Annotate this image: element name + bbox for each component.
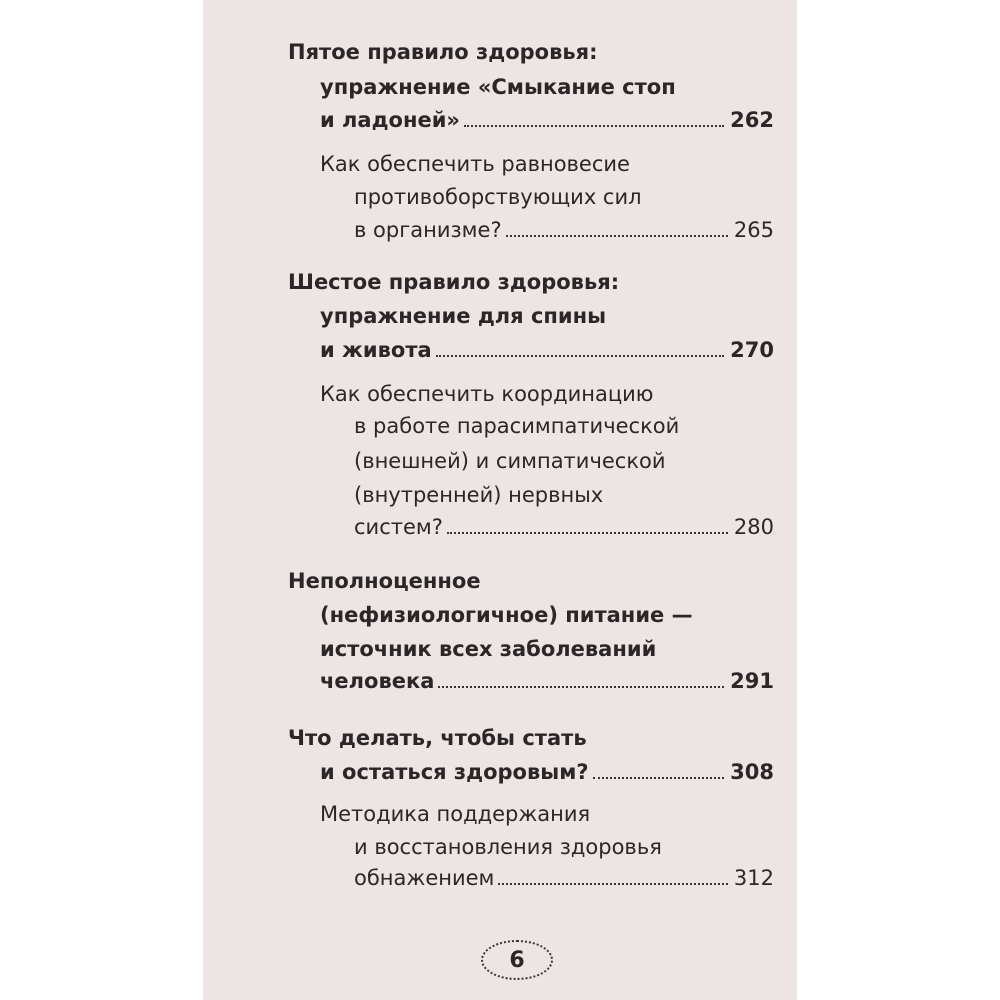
toc-subentry-title: (внутренней) нервных [354, 483, 604, 507]
page-number-badge [481, 940, 553, 980]
toc-subentry-title: в работе парасимпатической [354, 414, 680, 438]
toc-subentry-last-line [354, 864, 774, 892]
page-number: 6 [509, 947, 525, 973]
leader-dots [436, 355, 724, 357]
toc-subentry-title: и восстановления здоровья [354, 835, 662, 859]
toc-entry-title: Неполноценное [288, 569, 481, 593]
toc-subentry-title: Как обеспечить равновесие [320, 152, 630, 176]
toc-subentry-last-line [354, 216, 774, 244]
leader-dots [593, 777, 725, 779]
toc-page-number: 262 [730, 108, 774, 132]
toc-subentry-title: обнажением [354, 866, 495, 890]
toc-page-number: 270 [730, 338, 774, 362]
toc-entry-title: и ладоней» [320, 108, 460, 132]
toc-entry-title: человека [320, 669, 435, 693]
toc-entry-title: источник всех заболеваний [320, 637, 657, 661]
toc-subentry-title: Методика поддержания [320, 802, 591, 826]
toc-entry-title: упражнение для спины [320, 304, 607, 328]
toc-subentry-title: Как обеспечить координацию [320, 382, 654, 406]
toc-subentry-title: систем? [354, 515, 443, 539]
leader-dots [438, 686, 724, 688]
toc-entry-last-line [320, 667, 774, 695]
toc-entry-title: Что делать, чтобы стать [288, 726, 587, 750]
leader-dots [506, 235, 728, 237]
toc-entry-last-line [320, 758, 774, 786]
toc-entry-title: и живота [320, 338, 432, 362]
toc-subentry-last-line [354, 513, 774, 541]
toc-page-number: 280 [733, 515, 774, 539]
toc-page-number: 308 [730, 760, 774, 784]
toc-page-number: 312 [733, 866, 774, 890]
toc-entry-title: Пятое правило здоровья: [288, 40, 598, 64]
toc-subentry-title: (внешней) и симпатической [354, 449, 666, 473]
toc-entry-title: упражнение «Смыкание стоп [320, 75, 676, 99]
toc-entry-title: Шестое правило здоровья: [288, 270, 620, 294]
toc-page-number: 265 [733, 218, 774, 242]
leader-dots [464, 125, 724, 127]
leader-dots [498, 883, 728, 885]
leader-dots [447, 532, 728, 534]
toc-entry-title: и остаться здоровым? [320, 760, 589, 784]
toc-entry-last-line [320, 106, 774, 134]
toc-page-number: 291 [730, 669, 774, 693]
toc-subentry-title: в организме? [354, 218, 502, 242]
toc-subentry-title: противоборствующих сил [354, 185, 642, 209]
toc-entry-title: (нефизиологичное) питание — [320, 603, 693, 627]
toc-entry-last-line [320, 336, 774, 364]
